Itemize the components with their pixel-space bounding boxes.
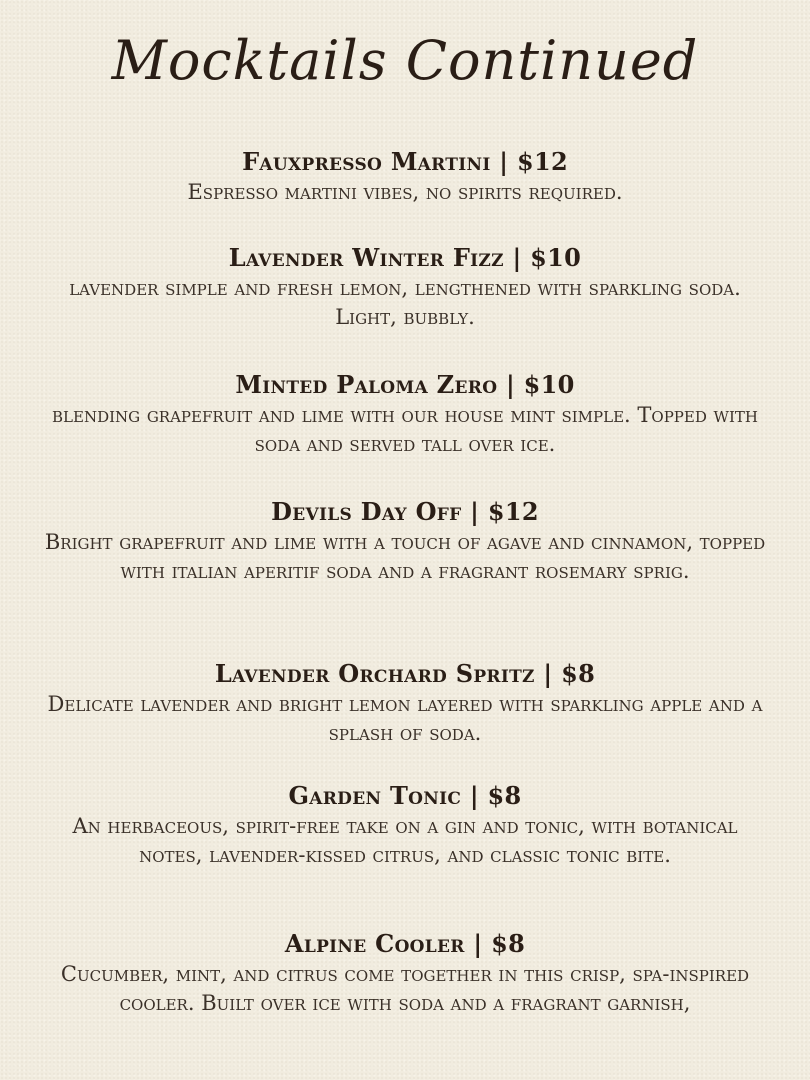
menu-item-garden-tonic — [40, 781, 770, 870]
menu-item-description: Delicate lavender and bright lemon layered with sparkling apple and a splash of soda. — [47, 692, 763, 745]
menu-item-lavender-winter-fizz — [40, 243, 770, 332]
menu-item-name: Devils Day Off | $12 — [271, 497, 539, 526]
menu-item-name: Lavender Winter Fizz | $10 — [228, 243, 582, 272]
menu-item-name: Lavender Orchard Spritz | $8 — [214, 659, 596, 688]
menu-item-name: Fauxpresso Martini | $12 — [242, 147, 568, 176]
menu-item-description: blending grapefruit and lime with our house mint simple. Topped with soda and served tall over ice. — [52, 403, 758, 456]
menu-item-description: Cucumber, mint, and citrus come together in this crisp, spa-inspired cooler. Built over ice with soda and a fragrant garnish, — [60, 962, 750, 1015]
menu-item-minted-paloma-zero — [40, 370, 770, 459]
menu-item-devils-day-off — [40, 497, 770, 586]
menu-item-name: Garden Tonic | $8 — [288, 781, 522, 810]
menu-item-lavender-orchard-spritz — [40, 659, 770, 748]
menu-item-description: Bright grapefruit and lime with a touch of agave and cinnamon, topped with italian aperitif soda and a fragrant rosemary sprig. — [44, 530, 766, 583]
menu-item-description: Espresso martini vibes, no spirits required. — [187, 180, 623, 204]
menu-item-description: An herbaceous, spirit-free take on a gin and tonic, with botanical notes, lavender-kissed citrus, and classic tonic bite. — [72, 814, 738, 867]
menu-item-description: lavender simple and fresh lemon, lengthened with sparkling soda. Light, bubbly. — [69, 276, 741, 329]
menu-title: Mocktails Continued — [111, 29, 699, 92]
menu-item-fauxpresso-martini — [40, 147, 770, 207]
menu-item-name: Minted Paloma Zero | $10 — [235, 370, 575, 399]
menu-item-name: Alpine Cooler | $8 — [284, 929, 526, 958]
menu-item-alpine-cooler — [40, 929, 770, 1018]
